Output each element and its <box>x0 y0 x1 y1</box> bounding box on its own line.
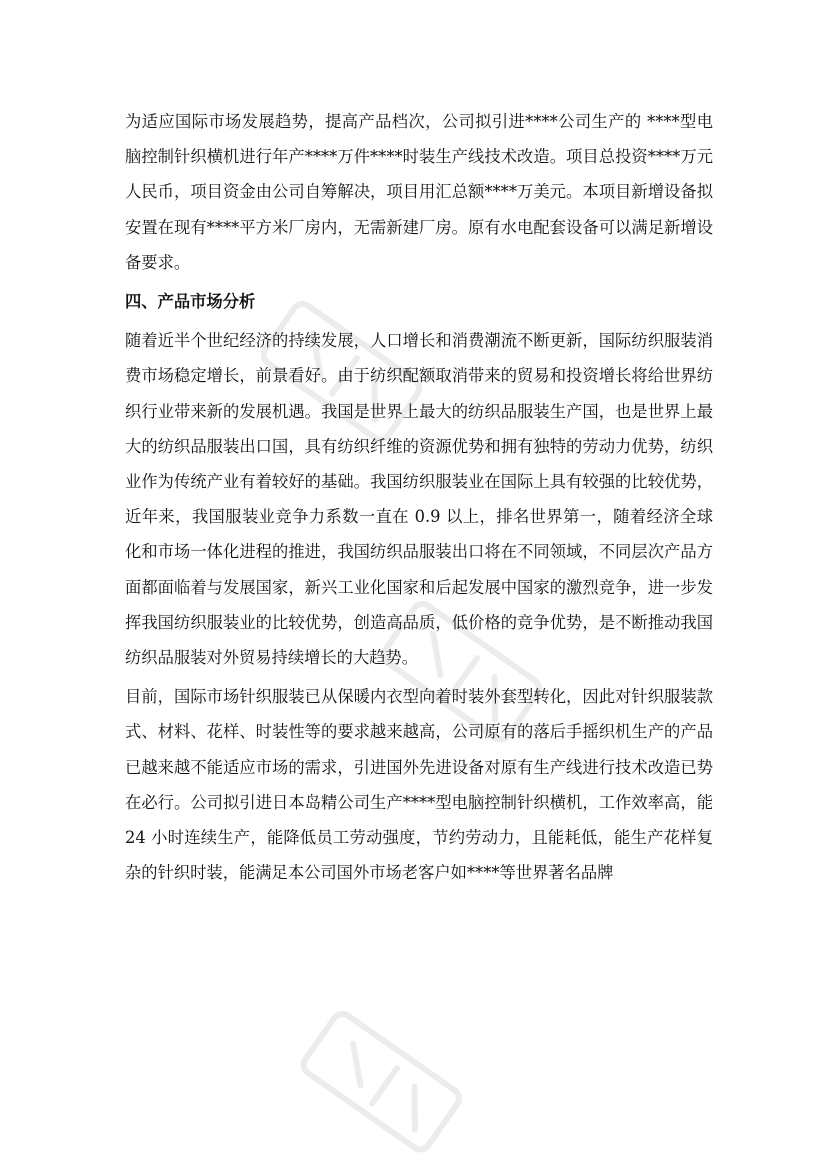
document-body <box>125 104 713 894</box>
section-heading: 四、产品市场分析 <box>125 292 256 312</box>
market-paragraph-2: 目前，国际市场针织服装已从保暖内衣型向着时装外套型转化，因此对针织服装款式、材料、花样、时装性等的要求越来越高，公司原有的落后手摇织机生产的产品已越来越不能适应市场的需求，引进国外先进设备对原有生产线进行技术改造已势在必行。公司拟引进日本岛精公司生产****型电脑控制针织横机，工作效率高，能 24 小时连续生产，能降低员工劳动强度，节约劳动力，且能耗低，能生产花样复杂的针织时装，能满足本公司国外市场老客户如****等世界著名品牌 <box>125 687 713 883</box>
intro-paragraph: 为适应国际市场发展趋势，提高产品档次，公司拟引进****公司生产的 ****型电脑控制针织横机进行年产****万件****时装生产线技术改造。项目总投资****万元人民币，项目资金由公司自筹解决，项目用汇总额****万美元。本项目新增设备拟安置在现有****平方米厂房内，无需新建厂房。原有水电配套设备可以满足新增设备要求。 <box>125 112 713 272</box>
market-paragraph-1: 随着近半个世纪经济的持续发展，人口增长和消费潮流不断更新，国际纺织服装消费市场稳定增长，前景看好。由于纺织配额取消带来的贸易和投资增长将给世界纺织行业带来新的发展机遇。我国是世界上最大的纺织品服装生产国，也是世界上最大的纺织品服装出口国，具有纺织纤维的资源优势和拥有独特的劳动力优势，纺织业作为传统产业有着较好的基础。我国纺织服装业在国际上具有较强的比较优势，近年来，我国服装业竞争力系数一直在 0.9 以上，排名世界第一，随着经济全球化和市场一体化进程的推进，我国纺织品服装出口将在不同领域，不同层次产品方面都面临着与发展国家，新兴工业化国家和后起发展中国家的激烈竞争，进一步发挥我国纺织服装业的比较优势，创造高品质，低价格的竞争优势，是不断推动我国纺织品服装对外贸易持续增长的大趋势。 <box>125 331 713 668</box>
